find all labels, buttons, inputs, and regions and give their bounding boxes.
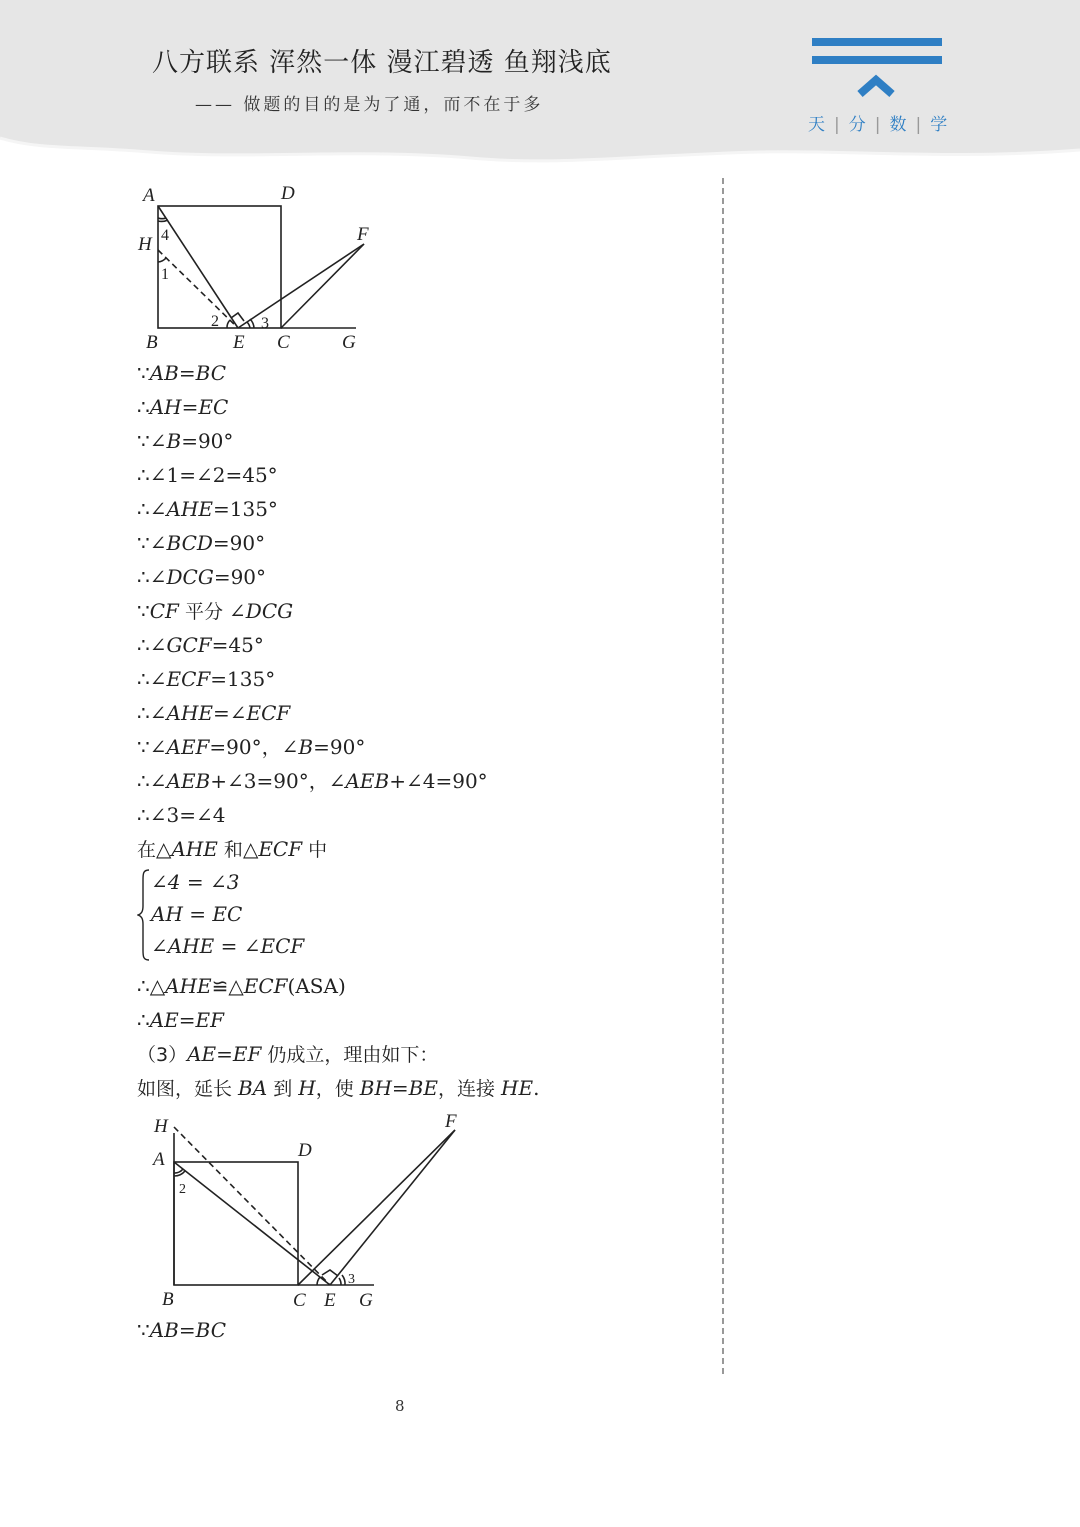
angle-arc-e [317,1277,320,1285]
right-angle-mark [322,1270,338,1276]
proof-var: AHE [171,837,218,861]
label-d: D [298,1140,312,1161]
logo-char: 分 [848,115,868,135]
line-ae [174,1162,330,1285]
proof-var: AEB [166,769,211,793]
angle-symbol: ∠ [149,701,167,725]
proof-line [137,764,488,798]
proof-text: =90° [213,565,267,589]
angle-arc-3 [339,1278,341,1285]
proof-text: AE=EF [149,1008,225,1032]
angle-label-3: 3 [348,1272,355,1287]
angle-symbol: ∠ [149,497,167,521]
proof-text: =90° [212,531,266,555]
proof-text: +∠3=90°， [210,769,329,793]
proof-var: AEB [345,769,390,793]
proof-var: ECF [166,667,211,691]
proof-zh: ，使 [315,1078,360,1100]
angle-label-4: 4 [161,227,169,244]
therefore-symbol: ∴ [137,974,150,998]
angle-symbol: ∠ [149,531,167,555]
therefore-symbol: ∴ [137,769,150,793]
angle-label-2: 2 [179,1182,186,1197]
angle-arc-4 [158,218,166,219]
system-row-3 [151,930,304,962]
proof-var: DCG [245,599,294,623]
because-symbol: ∵ [137,735,150,759]
proof-var: ECF [258,837,303,861]
proof-text: ∠3=∠4 [149,803,226,827]
system-text: ∠AHE = ∠ECF [151,934,305,958]
part-number: （3） [137,1044,188,1066]
label-c: C [277,332,290,353]
label-h: H [154,1116,168,1137]
angle-symbol: ∠ [149,565,167,589]
proof-zh: 在 [137,839,157,861]
angle-arc-3b [250,319,254,328]
therefore-symbol: ∴ [137,633,150,657]
because-symbol: ∵ [137,429,150,453]
label-e: E [233,332,245,353]
proof-text: +∠4=90° [389,769,488,793]
left-brace-icon [137,868,151,962]
label-c: C [293,1290,306,1311]
label-a: A [153,1149,165,1170]
system-text: ∠4 = ∠3 [151,870,240,894]
label-f: F [357,224,369,245]
triangle-symbol: △ [242,837,259,861]
angle-arc-1 [158,258,166,262]
proof-var: BCD [166,531,213,555]
proof-zh: 如图，延长 [137,1078,239,1100]
proof-zh: 平分 [178,601,230,623]
angle-symbol: ∠ [149,429,167,453]
proof-text: AB=BC [149,361,227,385]
angle-symbol: ∠ [281,735,299,759]
label-f: F [445,1111,457,1132]
proof-line [137,1071,539,1105]
proof-var: DCG [166,565,214,589]
proof-text: ∠1=∠2=45° [149,463,278,487]
congruent-symbol: ≌ [211,974,229,998]
proof-line [137,730,488,764]
angle-arc-3 [247,322,250,328]
proof-text: (ASA) [287,974,346,998]
angle-symbol: ∠ [328,769,346,793]
proof-text: . [533,1076,540,1100]
proof-var: CF [149,599,179,623]
logo-char: 学 [930,115,950,135]
proof-line [137,696,488,730]
proof-line [137,458,488,492]
proof-line [137,1037,539,1071]
proof-line [137,560,488,594]
line-he-dashed [158,250,238,328]
line-ef [330,1130,455,1285]
because-symbol: ∵ [137,599,150,623]
proof-var: ECF [246,701,291,725]
column-divider [722,178,724,1374]
angle-symbol: ∠ [229,599,246,623]
proof-text: AB=BC [149,1318,227,1342]
angle-label-2: 2 [211,313,219,330]
proof-block-2 [137,969,539,1105]
proof-var: B [166,429,182,453]
therefore-symbol: ∴ [137,463,150,487]
proof-line [137,390,488,424]
proof-var: AHE [165,974,212,998]
proof-var: AE=EF [187,1042,262,1066]
proof-text: =90°， [209,735,282,759]
label-b: B [162,1289,174,1310]
proof-line [137,424,488,458]
label-a: A [143,185,155,206]
proof-var: BH=BE [359,1076,438,1100]
therefore-symbol: ∴ [137,803,150,827]
angle-symbol: ∠ [149,667,167,691]
logo-text: 天 | 分 | 数 | 学 [808,115,950,135]
label-g: G [359,1290,373,1311]
line-cf [298,1130,455,1285]
label-e: E [324,1290,336,1311]
angle-symbol: ∠ [149,633,167,657]
proof-text: =90° [181,429,234,453]
because-symbol: ∵ [137,1318,150,1342]
proof-line [137,356,488,390]
therefore-symbol: ∴ [137,565,150,589]
page-number: 8 [395,1397,405,1415]
proof-text: =135° [212,497,278,521]
line-cf [281,244,364,328]
angle-symbol: ∠ [149,769,167,793]
proof-line [137,526,488,560]
angle-symbol: ∠ [229,701,247,725]
proof-line [137,798,488,832]
proof-line [137,594,488,628]
square-abcd [174,1162,298,1285]
proof-zh: ，连接 [437,1078,502,1100]
therefore-symbol: ∴ [137,395,150,419]
line-ef [238,244,364,328]
angle-arc-4b [158,220,168,221]
angle-arc-2 [227,320,230,328]
proof-block-1 [137,356,488,866]
label-g: G [342,332,356,353]
angle-arc-2 [174,1169,183,1173]
proof-var: BA [238,1076,268,1100]
proof-zh: 仍成立，理由如下： [261,1044,439,1066]
proof-zh: 中 [302,839,328,861]
logo-char: 天 [808,115,827,135]
proof-var: AHE [166,497,213,521]
proof-text: = [212,701,230,725]
angle-symbol: ∠ [149,735,167,759]
label-b: B [146,332,158,353]
proof-var: AEF [166,735,210,759]
proof-line [137,628,488,662]
therefore-symbol: ∴ [137,667,150,691]
triangle-symbol: △ [149,974,166,998]
header-sub-motto: —— 做题的目的是为了通，而不在于多 [195,95,544,115]
system-row-2 [151,898,242,930]
because-symbol: ∵ [137,361,150,385]
proof-var: ECF [243,974,288,998]
proof-var: HE [501,1076,534,1100]
proof-zh: 到 [267,1078,299,1100]
therefore-symbol: ∴ [137,1008,150,1032]
proof-line-last [137,1313,226,1347]
proof-line [137,492,488,526]
logo-char: 数 [889,115,909,135]
line-ae [158,206,238,328]
triangle-symbol: △ [228,974,244,998]
proof-text: =90° [313,735,366,759]
proof-line [137,662,488,696]
system-text: AH = EC [151,902,243,926]
proof-line [137,832,488,866]
proof-var: GCF [166,633,212,657]
proof-text: =45° [211,633,264,657]
proof-text: =135° [210,667,276,691]
angle-label-3: 3 [261,315,269,332]
proof-var: AHE [166,701,213,725]
geometry-figure-1 [130,180,390,355]
proof-var: H [298,1076,316,1100]
header-motto: 八方联系 浑然一体 漫江碧透 鱼翔浅底 [152,48,612,78]
angle-arc-3b [342,1275,345,1285]
therefore-symbol: ∴ [137,701,150,725]
label-h: H [138,234,152,255]
proof-line [137,1003,539,1037]
angle-label-1: 1 [161,266,169,283]
proof-var: B [298,735,314,759]
proof-line [137,969,539,1003]
label-d: D [281,183,295,204]
proof-text: AH=EC [149,395,229,419]
geometry-figure-2 [140,1105,480,1315]
proof-zh: 和 [217,839,243,861]
triangle-symbol: △ [156,837,172,861]
therefore-symbol: ∴ [137,497,150,521]
system-row-1 [151,866,239,898]
because-symbol: ∵ [137,531,150,555]
